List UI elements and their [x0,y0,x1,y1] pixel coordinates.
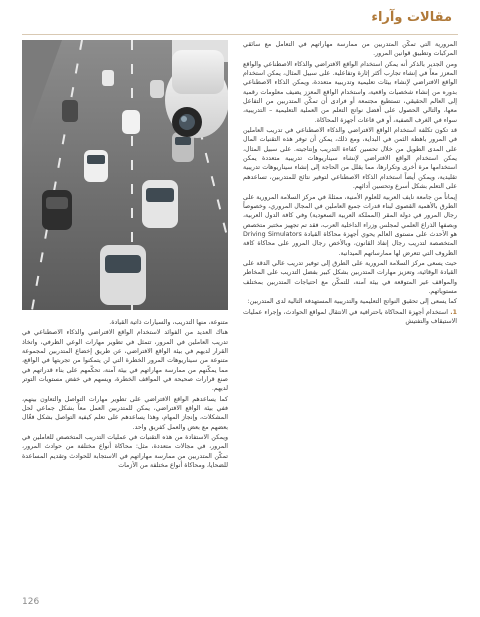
article-photo [22,40,228,310]
car [84,150,108,182]
header-divider [22,34,458,35]
paragraph: ومن الجدير بالذكر أنه يمكن استخدام الواقع الافتراضي والذكاء الاصطناعي والواقع المعزز معاً في إنشاء تجارب أكثر إثارة وتفاعلية. على سبيل المثال، يمكن استخدام الواقع الافتراضي لإنشاء بيئات تعليمية وتدريبية متعددة، ويمكن الذكاء الاصطناعي بدوره من إنشاء شخصيات واقعية، واستخدام الواقع المعزز يضيف معلومات رقمية إلى العالم الحقيقي، تستطيع مجتمعة أو فرادى أن تمكّن المتدربين من التفاعل معها، والتالي الحصول على أفضل نواتج التعلم من العملية التعليمية – التدريبية، سواء في الغرف الصفية، أو في قاعات أجهزة المحاكاة. [243,60,457,124]
paragraph: المرورية التي تمكّن المتدربين من ممارسة مهاراتهم في التعامل مع سائقي المركبات وتطبيق قوانين المرور. [243,41,457,58]
car [100,245,146,305]
paragraph: متنوعة، منها التدريب، والسيارات ذاتية القيادة. [109,319,228,326]
page-number: 126 [22,597,40,607]
traffic-camera-icon [165,40,228,138]
car [42,190,72,230]
paragraph: قد تكون تكلفة استخدام الواقع الافتراضي والذكاء الاصطناعي في تدريب العاملين في المرور باهظة الثمن في البداية، ومع ذلك، يمكن أن توفر هذه التقنيات المال على المدى الطويل من خلال تحسين كفاءة التدريب وإنتاجيته. على سبيل المثال، يمكن استخدام الواقع الافتراضي لإنشاء سيناريوهات تدريبية متعددة يمكن استخدامها مرة أخرى وتكرارها، مما يقلل من الحاجة إلى إنشاء سيناريوهات تدريبية تقليدية، ويمكن أيضاً استخدام الذكاء الاصطناعي لتوفير نتائج للمتدربين، تساعدهم على التعلم بشكل أسرع وتحسين أدائهم. [243,127,457,191]
paragraph: ويمكن الاستفادة من هذه التقنيات في عمليات التدريب المتخصص للعاملين في المرور، في مجالات متعددة، مثل: محاكاة أنواع مختلفة من حوادث المرور، تمكّن المتدربين من ممارسة مهاراتهم في الاستجابة للحوادث وتقديم المساعدة للضحايا، ومحاكاة أنواع مختلفة من الأزمات [22,434,228,470]
car [102,70,114,86]
car [122,110,140,134]
paragraph: هناك العديد من الفوائد لاستخدام الواقع الافتراضي والذكاء الاصطناعي في تدريب العاملين في المرور، تتمثل في تطوير مهارات الوعي الظرفي، واتخاذ القرار لديهم في بيئة الواقع الافتراضي، عن طريق إخضاع المتدربين لمجموعة متنوعة من سيناريوهات المرور الخطرة التي لن يتمكنوا من تجربتها في الواقع، مما يمكّنهم من ممارسة مهاراتهم في بيئة آمنة، تحكّمهم على بناء قدراتهم في صنع قرارات صحيحة في المواقف الخطرة، ويسهم في خفض مستويات التوتر لديهم. [22,329,228,393]
section-title: مقالات وآراء [371,10,452,25]
list-item [243,308,457,327]
car [150,80,164,98]
list-item-number: 1. [450,308,457,316]
paragraph: إيماناً من جامعة نايف العربية للعلوم الأمنية، ممثلةً في مركز السلامة المرورية على الطرق بالأهمية القصوى لبناء قدرات جميع العاملين في المجال المروري، وخصوصاً رجال المرور في دولة المقر (المملكة العربية السعودية) وفي كافة الدول العربية، وبصفها الذراع العلمي لمجلس وزراء الداخلية العرب، فقد تم تجهيز مختبر متخصص هو الأحدث على مستوى العالم يحوي أجهزة محاكاة القيادة Driving Simulators المتخصصة لتدريب رجال إنفاذ القانون، وبالأخص رجال المرور على محاكاة كافة الظروف التي تتعرض لها ممارساتهم الميدانية. [243,193,457,257]
paragraph: كما يساعدهم الواقع الافتراضي على تطوير مهارات التواصل والتعاون بينهم، ففي بيئة الواقع الافتراضي، يمكن للمتدربين العمل معاً بشكل جماعي لحل المشكلات، وإنجاز المهام، وهذا يساعدهم على تعلم كيفية التواصل بشكل فعّال بعضهم مع بعض والعمل كفريق واحد. [22,395,228,431]
list-item-text: استخدام أجهزة المحاكاة باحترافية في الانتقال لمواقع الحوادث، وإجراء عمليات الاستيقاف والتفتيش [243,308,457,325]
left-text-column [22,318,228,593]
paragraph: حيث يسعى مركز السلامة المرورية على الطرق إلى توفير تدريب عالي الدقة على القيادة الوقائية، وتعزيز مهارات المتدربين بشكل كبير بفضل التدريب على المخاطر والمواقف غير المتوقعة في بيئة آمنة، للتمكّن مع احتياجات المتدربين بمختلف مستوياتهم. [243,259,457,295]
highway-traffic-camera-photo [22,40,228,310]
right-text-column [243,40,457,608]
car [62,100,78,122]
car [142,180,178,228]
paragraph: كما يسعى إلى تحقيق النواتج التعليمية والتدريبية المستهدفة التالية لدى المتدربين: [247,298,457,306]
